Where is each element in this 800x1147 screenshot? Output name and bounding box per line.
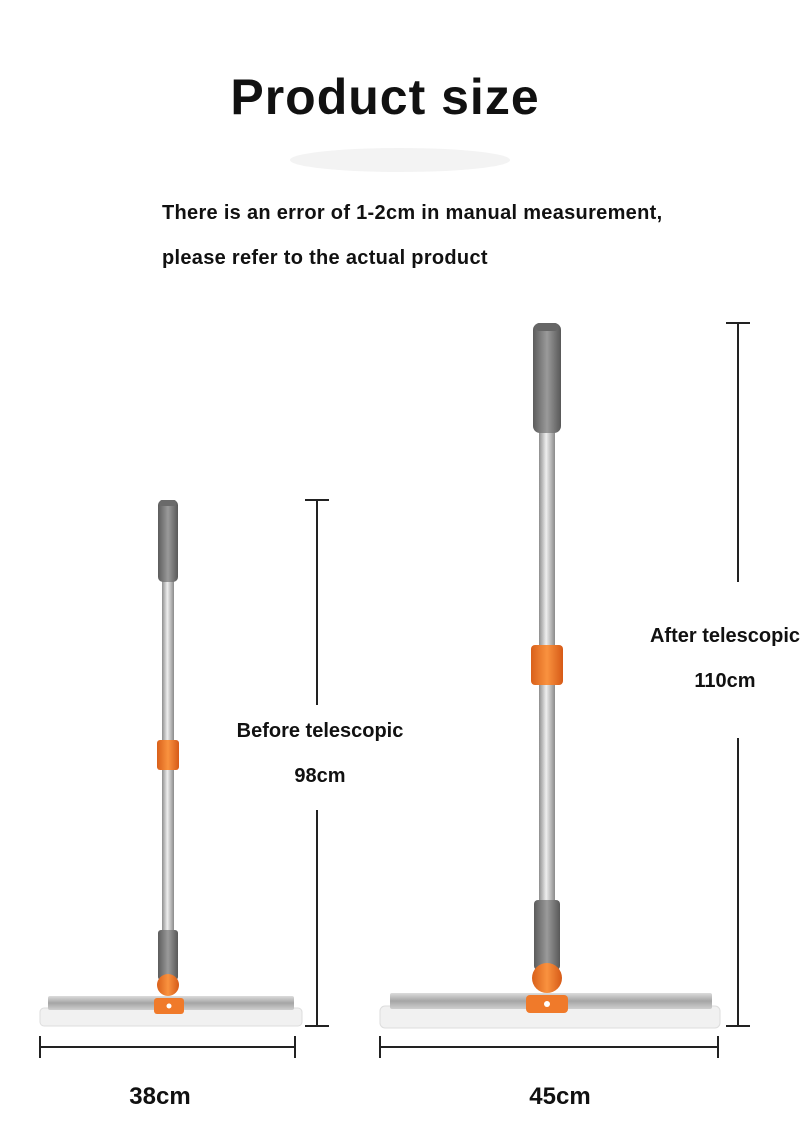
page-title: Product size: [230, 69, 540, 125]
before-telescopic-label: Before telescopic: [236, 720, 404, 742]
left-mop-image: [40, 500, 302, 1026]
after-telescopic-height: 110cm: [694, 670, 756, 692]
right-width-dimension-line: [380, 1036, 718, 1058]
measurement-note-line1: There is an error of 1-2cm in manual measurement,: [162, 202, 663, 224]
decorative-shadow: [290, 148, 510, 172]
left-height-dimension-line: [305, 500, 329, 1026]
left-width-dimension-line: [40, 1036, 295, 1058]
after-telescopic-label: After telescopic: [649, 625, 800, 647]
measurement-note-line2: please refer to the actual product: [162, 247, 488, 269]
before-telescopic-height: 98cm: [294, 765, 346, 787]
left-mop-width: 38cm: [129, 1083, 191, 1110]
right-mop-width: 45cm: [529, 1083, 591, 1110]
